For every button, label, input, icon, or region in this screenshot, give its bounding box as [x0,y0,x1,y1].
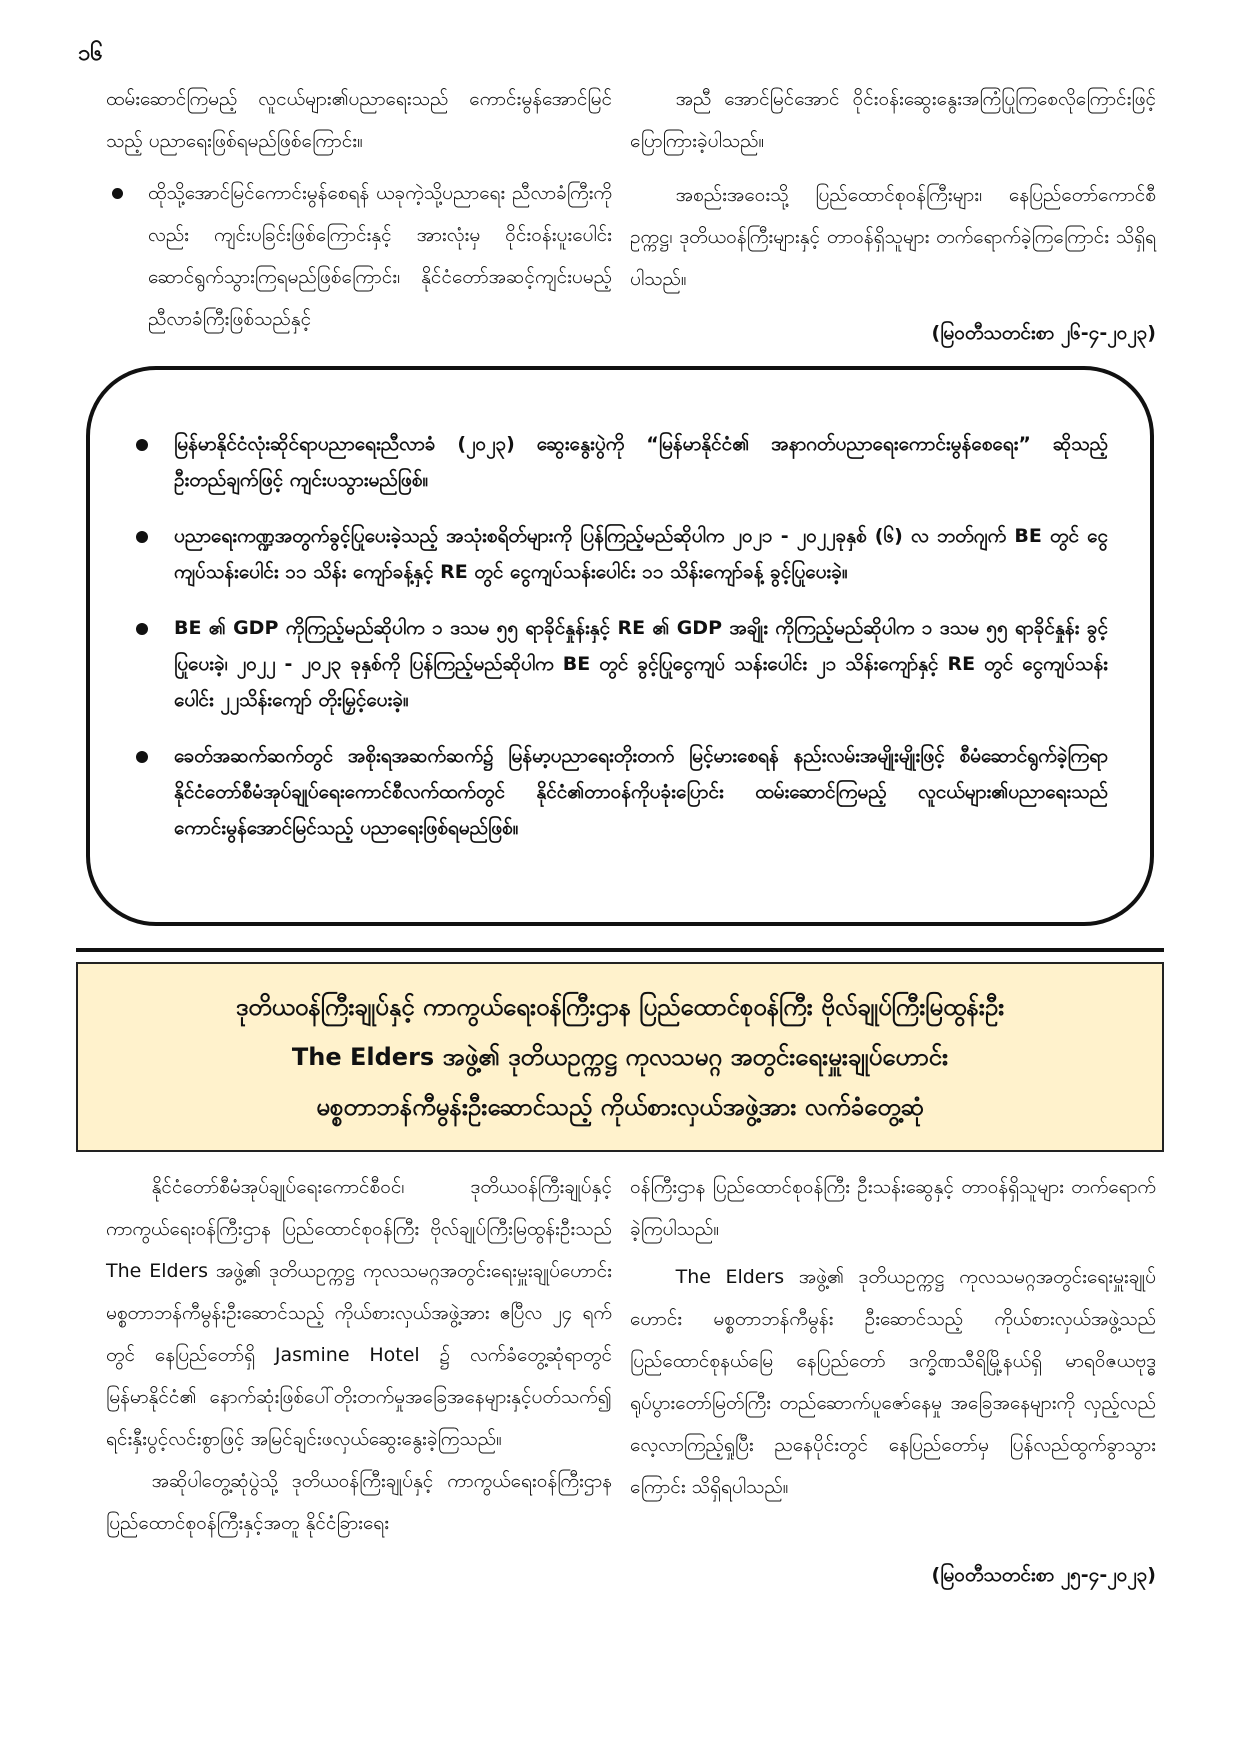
headline-line: The Elders အဖွဲ့၏ ဒုတိယဥက္ကဋ္ဌ ကုလသမဂ္ဂ အတွင်းရေးမှူးချုပ်ဟောင်း [291,1043,949,1071]
summary-box [86,366,1154,926]
bottom-right-column [630,1166,1156,1596]
top-right-column [630,78,1156,354]
headline-line: ဒုတိယဝန်ကြီးချုပ်နှင့် ကာကွယ်ရေးဝန်ကြီးဌာန ပြည်ထောင်စုဝန်ကြီး ဗိုလ်ချုပ်ကြီးမြထွန်းဦး [235,993,1005,1021]
paragraph: အစည်းအဝေးသို့ ပြည်ထောင်စုဝန်ကြီးများ၊ နေပြည်တော်ကောင်စီဥက္ကဋ္ဌ၊ ဒုတိယဝန်ကြီးများနှင့် တာဝန်ရှိသူများ တက်ရောက်ခဲ့ကြကြောင်း သိရှိရပါသည်။ [630,184,1156,290]
headline-line: မစ္စတာဘန်ကီမွန်းဦးဆောင်သည့် ကိုယ်စားလှယ်အဖွဲ့အား လက်ခံတွေ့ဆုံ [316,1093,924,1121]
summary-item: BE ၏ GDP ကိုကြည့်မည်ဆိုပါက ၁ ဒသမ ၅၅ ရာခိုင်နှုန်းနှင့် RE ၏ GDP အချိုး ကိုကြည့်မည်ဆိုပါက ၁ ဒသမ ၅၅ ရာခိုင်နှုန်း ခွင့်ပြုပေးခဲ့၊ ၂၀၂၂ - ၂၀၂၃ ခုနှစ်ကို ပြန်ကြည့်မည်ဆိုပါက BE တွင် ခွင့်ပြုငွေကျပ် သန်းပေါင်း ၂၁ သိန်းကျော်နှင့် RE တွင် ငွေကျပ်သန်းပေါင်း ၂၂သိန်းကျော် တိုးမြှင့်ပေးခဲ့။ [132,610,1108,718]
bullet-list [106,172,612,340]
bullet-item: ထိုသို့အောင်မြင်ကောင်းမွန်စေရန် ယခုကဲ့သို့ပညာရေး ညီလာခံကြီးကိုလည်း ကျင်းပခြင်းဖြစ်ကြောင်းနှင့် အားလုံးမှ ဝိုင်းဝန်းပူးပေါင်းဆောင်ရွက်သွားကြရမည်ဖြစ်ကြောင်း၊ နိုင်ငံတော်အဆင့်ကျင်းပမည့် ညီလာခံကြီးဖြစ်သည်နှင့် [106,172,612,340]
summary-item: ပညာရေးကဏ္ဍအတွက်ခွင့်ပြုပေးခဲ့သည့် အသုံးစရိတ်များကို ပြန်ကြည့်မည်ဆိုပါက ၂၀၂၁ - ၂၀၂၂ခုနှစ် (၆) လ ဘတ်ဂျက် BE တွင် ငွေကျပ်သန်းပေါင်း ၁၁ သိန်း ကျော်ခန့်နှင့် RE တွင် ငွေကျပ်သန်းပေါင်း ၁၁ သိန်းကျော်ခန့် ခွင့်ပြုပေးခဲ့။ [132,518,1108,590]
paragraph: နိုင်ငံတော်စီမံအုပ်ချုပ်ရေးကောင်စီဝင်၊ ဒုတိယဝန်ကြီးချုပ်နှင့် ကာကွယ်ရေးဝန်ကြီးဌာန ပြည်ထောင်စုဝန်ကြီး ဗိုလ်ချုပ်ကြီးမြထွန်းဦးသည် The Elders အဖွဲ့၏ ဒုတိယဥက္ကဋ္ဌ ကုလသမဂ္ဂအတွင်းရေးမှူးချုပ်ဟောင်း မစ္စတာဘန်ကီမွန်းဦးဆောင်သည့် ကိုယ်စားလှယ်အဖွဲ့အား ဧပြီလ ၂၄ ရက်တွင် နေပြည်တော်ရှိ Jasmine Hotel ၌ လက်ခံတွေ့ဆုံရာတွင် မြန်မာနိုင်ငံ၏ နောက်ဆုံးဖြစ်ပေါ်တိုးတက်မှုအခြေအနေများနှင့်ပတ်သက်၍ ရင်းနှီးပွင့်လင်းစွာဖြင့် အမြင်ချင်းဖလှယ်ဆွေးနွေးခဲ့ကြသည်။ [106,1176,612,1450]
paragraph: အဆိုပါတွေ့ဆုံပွဲသို့ ဒုတိယဝန်ကြီးချုပ်နှင့် ကာကွယ်ရေးဝန်ကြီးဌာန ပြည်ထောင်စုဝန်ကြီးနှင့်အတူ နိုင်ငံခြားရေး [106,1470,612,1534]
continuation-text: အညီ အောင်မြင်အောင် ဝိုင်းဝန်းဆွေးနွေးအကြံပြုကြစေလိုကြောင်းဖြင့် ပြောကြားခဲ့ပါသည်။ [630,88,1156,152]
bottom-left-column [106,1166,612,1544]
summary-list [132,426,1108,846]
paragraph: The Elders အဖွဲ့၏ ဒုတိယဥက္ကဋ္ဌ ကုလသမဂ္ဂအတွင်းရေးမှူးချုပ်ဟောင်း မစ္စတာဘန်ကီမွန်း ဦးဆောင်သည့် ကိုယ်စားလှယ်အဖွဲ့သည် ပြည်ထောင်စုနယ်မြေ နေပြည်တော် ဒက္ခိဏသီရိမြို့နယ်ရှိ မာရဝိဇယဗုဒ္ဓရုပ်ပွားတော်မြတ်ကြီး တည်ဆောက်ပူဇော်နေမှု အခြေအနေများကို လှည့်လည်လေ့လာကြည့်ရှုပြီး ညနေပိုင်းတွင် နေပြည်တော်မှ ပြန်လည်ထွက်ခွာသွားကြောင်း သိရှိရပါသည်။ [630,1266,1156,1498]
top-left-column [106,78,612,340]
section-divider [76,948,1164,952]
summary-item: မြန်မာနိုင်ငံလုံးဆိုင်ရာပညာရေးညီလာခံ (၂၀၂၃) ဆွေးနွေးပွဲကို “မြန်မာနိုင်ငံ၏ အနာဂတ်ပညာရေးကောင်းမွန်စေရေး” ဆိုသည့် ဦးတည်ချက်ဖြင့် ကျင်းပသွားမည်ဖြစ်။ [132,426,1108,498]
continuation-text: ထမ်းဆောင်ကြမည့် လူငယ်များ၏ပညာရေးသည် ကောင်းမွန်အောင်မြင်သည့် ပညာရေးဖြစ်ရမည်ဖြစ်ကြောင်း။ [106,88,612,152]
page-number: ၁၆ [78,41,103,66]
headline-box [76,962,1164,1152]
source-citation: (မြဝတီသတင်းစာ ၂၆-၄-၂၀၂၃) [931,322,1156,344]
continuation-text: ဝန်ကြီးဌာန ပြည်ထောင်စုဝန်ကြီး ဦးသန်းဆွေနှင့် တာဝန်ရှိသူများ တက်ရောက်ခဲ့ကြပါသည်။ [630,1176,1156,1240]
summary-item: ခေတ်အဆက်ဆက်တွင် အစိုးရအဆက်ဆက်၌ မြန်မာ့ပညာရေးတိုးတက် မြင့်မားစေရန် နည်းလမ်းအမျိုးမျိုးဖြင့် စီမံဆောင်ရွက်ခဲ့ကြရာ နိုင်ငံတော်စီမံအုပ်ချုပ်ရေးကောင်စီလက်ထက်တွင် နိုင်ငံ၏တာဝန်ကိုပခုံးပြောင်း ထမ်းဆောင်ကြမည့် လူငယ်များ၏ပညာရေးသည် ကောင်းမွန်အောင်မြင်သည့် ပညာရေးဖြစ်ရမည်ဖြစ်။ [132,738,1108,846]
source-citation: (မြဝတီသတင်းစာ ၂၅-၄-၂၀၂၃) [931,1564,1156,1586]
